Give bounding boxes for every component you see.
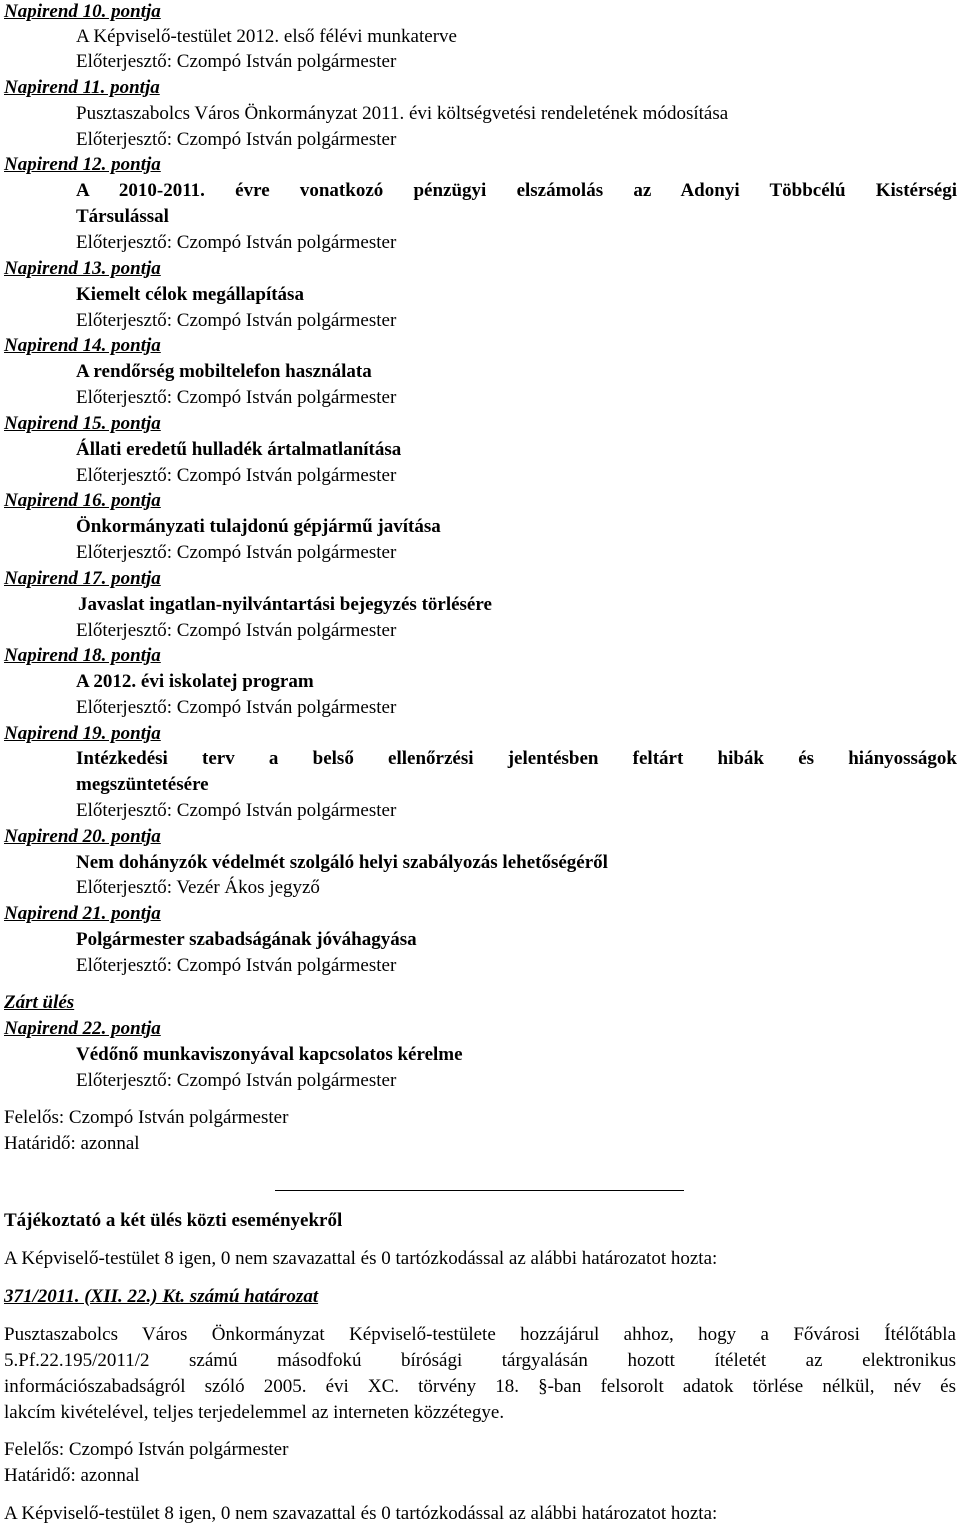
agenda-heading: Napirend 20. pontja xyxy=(4,826,161,847)
deadline-line-2: Határidő: azonnal xyxy=(4,1465,140,1486)
agenda-title: A Képviselő-testület 2012. első félévi munkaterve xyxy=(76,26,457,47)
agenda-presenter: Előterjesztő: Czompó István polgármester xyxy=(76,387,397,408)
agenda-title: Polgármester szabadságának jóváhagyása xyxy=(76,929,417,950)
agenda-presenter: Előterjesztő: Czompó István polgármester xyxy=(76,620,397,641)
agenda-heading: Napirend 17. pontja xyxy=(4,568,161,589)
closed-session-label: Zárt ülés xyxy=(4,992,75,1013)
agenda-title: Védőnő munkaviszonyával kapcsolatos kérelme xyxy=(76,1044,463,1065)
agenda-heading: Napirend 16. pontja xyxy=(4,490,161,511)
agenda-presenter: Előterjesztő: Czompó István polgármester xyxy=(76,129,397,150)
section-divider xyxy=(275,1190,684,1191)
agenda-title: Állati eredetű hulladék ártalmatlanítása xyxy=(76,439,402,460)
responsible-line-2: Felelős: Czompó István polgármester xyxy=(4,1439,289,1460)
agenda-heading: Napirend 12. pontja xyxy=(4,154,161,175)
vote-text: A Képviselő-testület 8 igen, 0 nem szavazattal és 0 tartózkodással az alábbi határozatot hozta: xyxy=(4,1248,718,1269)
resolution-line: információszabadságról szóló 2005. évi XC. törvény 18. §-ban felsorolt adatok törlése nélkül, név és xyxy=(4,1376,956,1397)
agenda-heading: Napirend 14. pontja xyxy=(4,335,161,356)
agenda-title: Intézkedési terv a belső ellenőrzési jelentésben feltárt hibák és hiányosságok xyxy=(76,748,957,769)
agenda-title-cont: megszüntetésére xyxy=(76,774,209,795)
resolution-line: lakcím kivételével, teljes terjedelemmel az interneten közzétegye. xyxy=(4,1402,505,1423)
agenda-title: Pusztaszabolcs Város Önkormányzat 2011. évi költségvetési rendeletének módosítása xyxy=(76,103,729,124)
agenda-title: Javaslat ingatlan-nyilvántartási bejegyzés törlésére xyxy=(78,594,492,615)
agenda-title: A rendőrség mobiltelefon használata xyxy=(76,361,372,382)
agenda-title: A 2012. évi iskolatej program xyxy=(76,671,314,692)
agenda-heading: Napirend 18. pontja xyxy=(4,645,161,666)
agenda-heading: Napirend 19. pontja xyxy=(4,723,161,744)
agenda-heading: Napirend 11. pontja xyxy=(4,77,160,98)
agenda-title: Kiemelt célok megállapítása xyxy=(76,284,304,305)
agenda-presenter: Előterjesztő: Czompó István polgármester xyxy=(76,310,397,331)
agenda-title-cont: Társulással xyxy=(76,206,169,227)
resolution-line: 5.Pf.22.195/2011/2 számú másodfokú bírósági tárgyalásán hozott ítéletét az elektronikus xyxy=(4,1350,956,1371)
agenda-presenter: Előterjesztő: Czompó István polgármester xyxy=(76,955,397,976)
info-heading: Tájékoztató a két ülés közti eseményekről xyxy=(4,1210,343,1231)
deadline-line: Határidő: azonnal xyxy=(4,1133,140,1154)
agenda-presenter: Előterjesztő: Vezér Ákos jegyző xyxy=(76,877,320,898)
agenda-heading: Napirend 21. pontja xyxy=(4,903,161,924)
agenda-presenter: Előterjesztő: Czompó István polgármester xyxy=(76,800,397,821)
agenda-heading: Napirend 22. pontja xyxy=(4,1018,161,1039)
agenda-title: Nem dohányzók védelmét szolgáló helyi szabályozás lehetőségéről xyxy=(76,852,608,873)
agenda-title: Önkormányzati tulajdonú gépjármű javítása xyxy=(76,516,441,537)
agenda-presenter: Előterjesztő: Czompó István polgármester xyxy=(76,542,397,563)
agenda-presenter: Előterjesztő: Czompó István polgármester xyxy=(76,465,397,486)
agenda-title: A 2010-2011. évre vonatkozó pénzügyi elszámolás az Adonyi Többcélú Kistérségi xyxy=(76,180,957,201)
agenda-presenter: Előterjesztő: Czompó István polgármester xyxy=(76,697,397,718)
agenda-presenter: Előterjesztő: Czompó István polgármester xyxy=(76,51,397,72)
resolution-line: Pusztaszabolcs Város Önkormányzat Képviselő-testülete hozzájárul ahhoz, hogy a Fővárosi Ítélőtábla xyxy=(4,1324,956,1345)
responsible-line: Felelős: Czompó István polgármester xyxy=(4,1107,289,1128)
agenda-heading: Napirend 15. pontja xyxy=(4,413,161,434)
vote-text-2: A Képviselő-testület 8 igen, 0 nem szavazattal és 0 tartózkodással az alábbi határozatot hozta: xyxy=(4,1503,718,1524)
agenda-presenter: Előterjesztő: Czompó István polgármester xyxy=(76,232,397,253)
agenda-heading: Napirend 13. pontja xyxy=(4,258,161,279)
agenda-presenter: Előterjesztő: Czompó István polgármester xyxy=(76,1070,397,1091)
agenda-heading: Napirend 10. pontja xyxy=(4,1,161,22)
resolution-title: 371/2011. (XII. 22.) Kt. számú határozat xyxy=(4,1286,319,1307)
